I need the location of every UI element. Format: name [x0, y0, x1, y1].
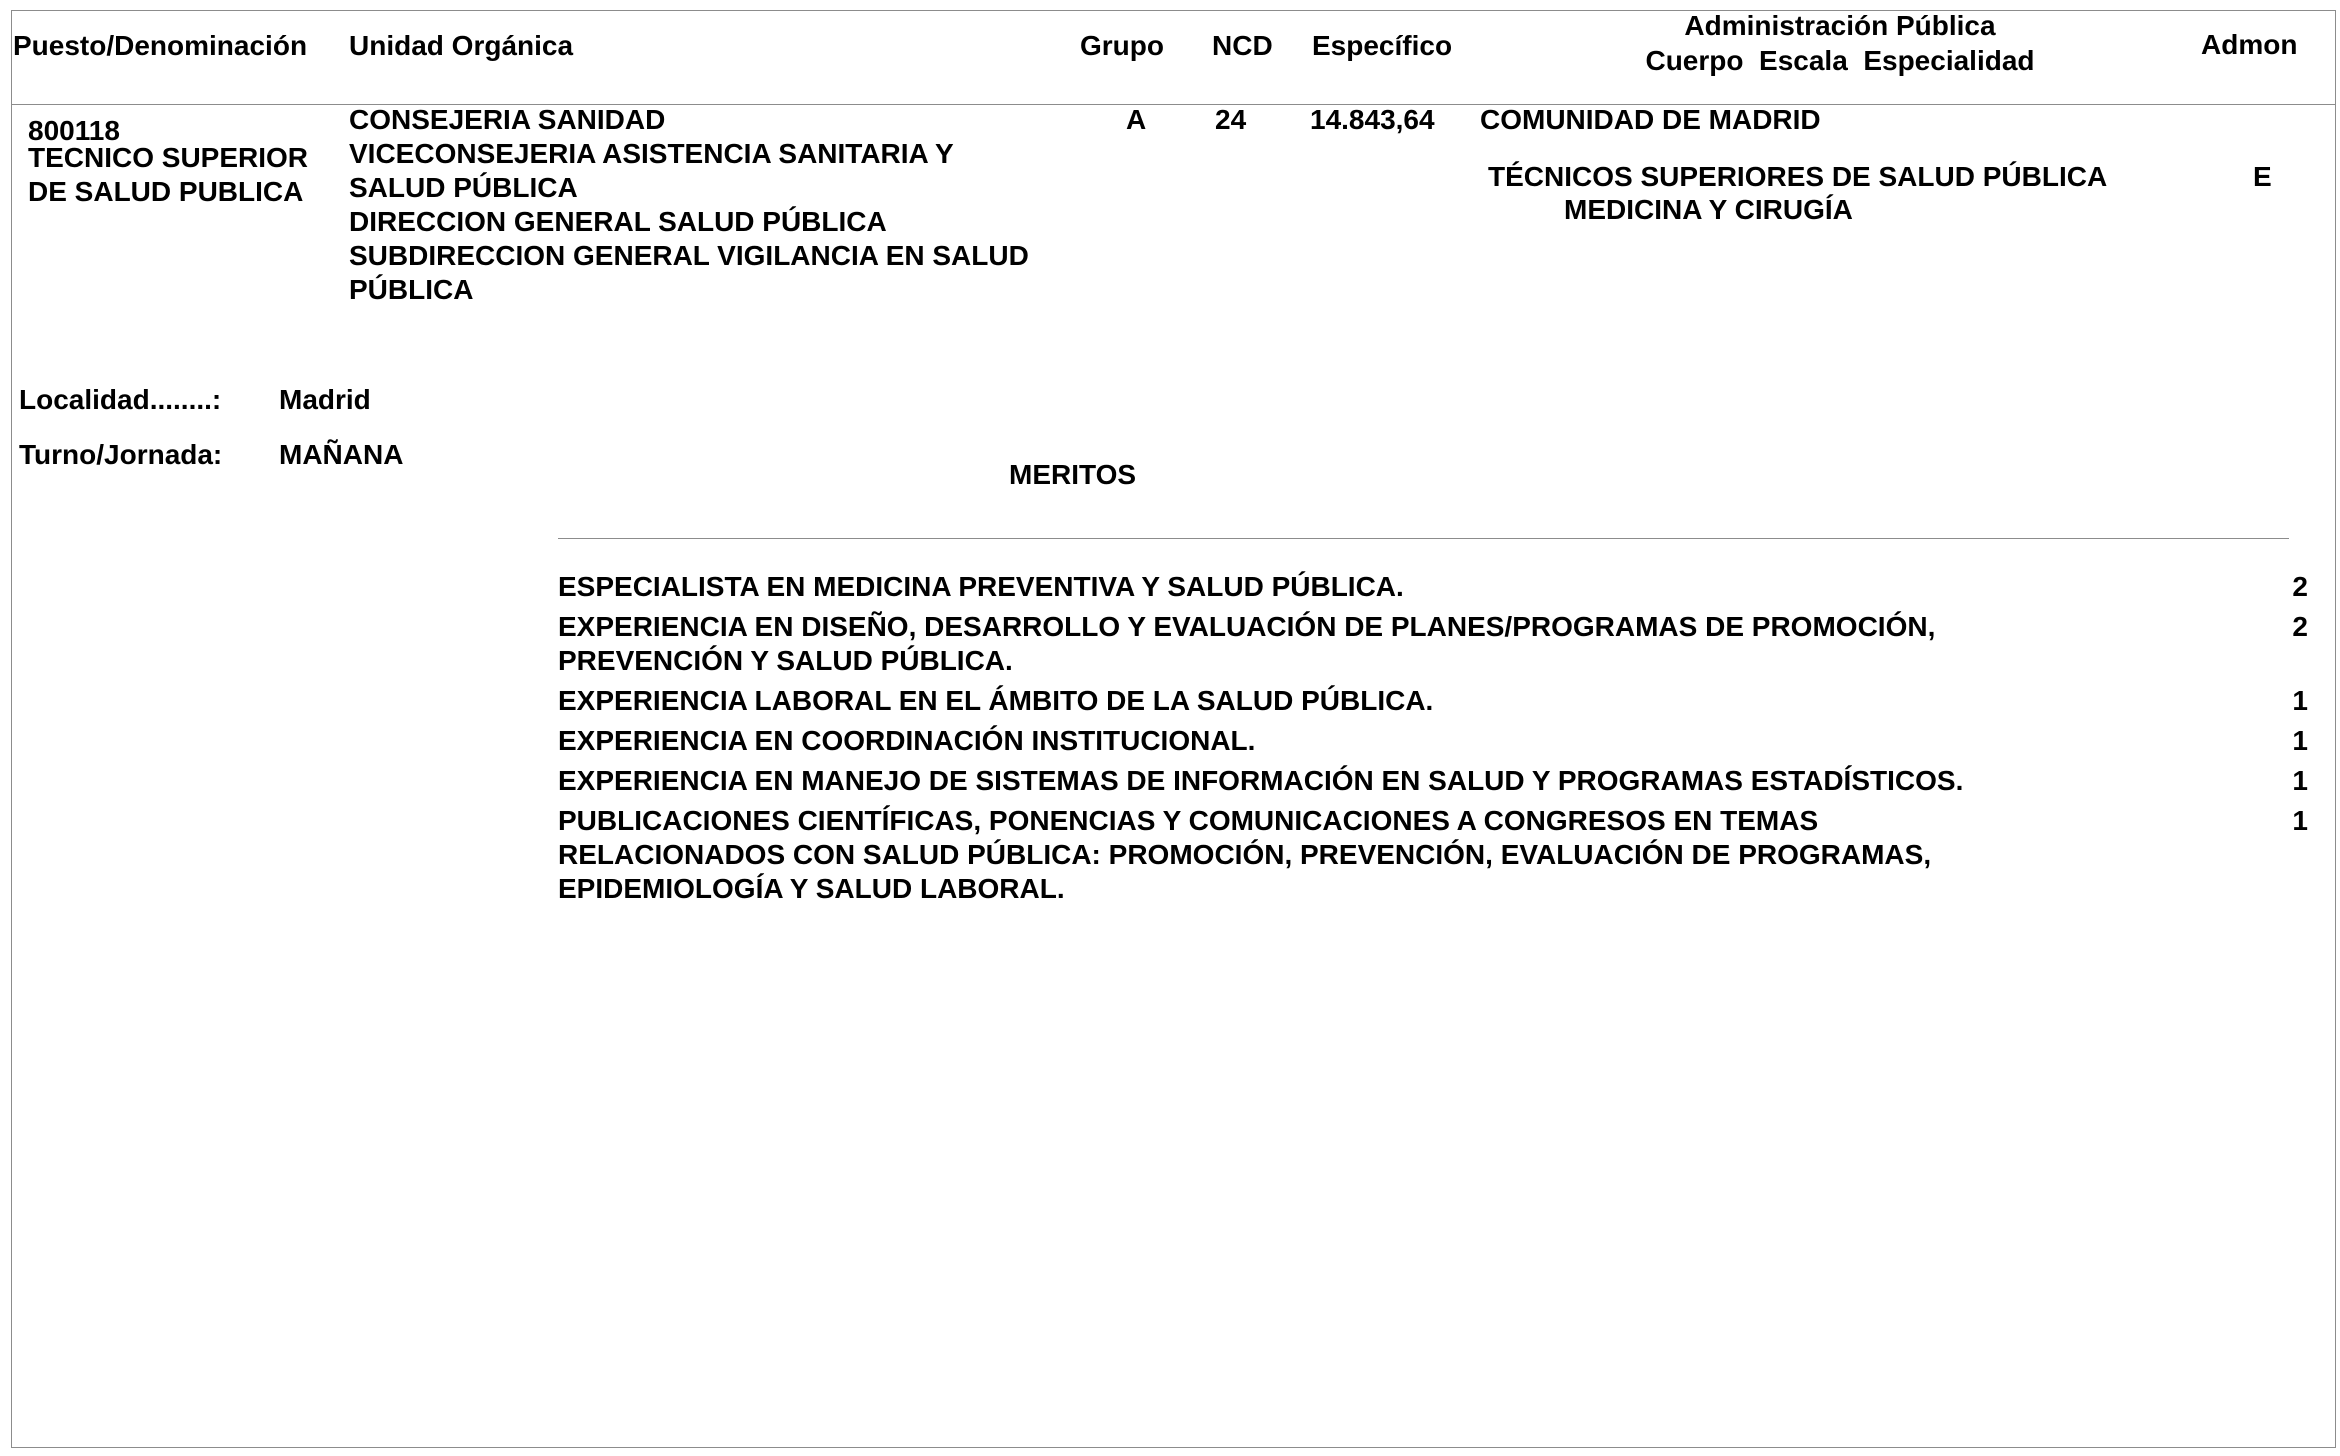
puesto-denominacion-line-2: DE SALUD PUBLICA	[28, 176, 304, 207]
merito-text: EXPERIENCIA EN MANEJO DE SISTEMAS DE INFORMACIÓN EN SALUD Y PROGRAMAS ESTADÍSTICOS.	[558, 765, 1964, 796]
meritos-title: MERITOS	[1009, 459, 1137, 490]
turno-label: Turno/Jornada:	[19, 439, 223, 470]
puesto-codigo: 800118	[28, 115, 120, 146]
merito-text: PUBLICACIONES CIENTÍFICAS, PONENCIAS Y COMUNICACIONES A CONGRESOS EN TEMAS RELACIONADOS CON SALUD PÚBLICA: PROMOCIÓN, PREVENCIÓN, EVALUACIÓN DE PROGRAMAS, EPIDEMIOLOGÍA Y SALUD LABORAL.	[558, 805, 1932, 904]
localidad-value: Madrid	[279, 384, 371, 415]
merito-points: 2	[2292, 571, 2308, 602]
merito-points: 1	[2292, 805, 2308, 836]
record-especialidad: MEDICINA Y CIRUGÍA	[1564, 194, 1853, 225]
unidad-line: PÚBLICA	[349, 274, 474, 305]
unidad-line: DIRECCION GENERAL SALUD PÚBLICA	[349, 206, 887, 237]
header-admon: Admon	[2201, 29, 2298, 60]
merito-points: 1	[2292, 725, 2308, 756]
header-grupo: Grupo	[1080, 30, 1164, 61]
merito-points: 1	[2292, 685, 2308, 716]
record-cuerpo: TÉCNICOS SUPERIORES DE SALUD PÚBLICA	[1488, 161, 2108, 192]
localidad-label: Localidad........:	[19, 384, 222, 415]
turno-value: MAÑANA	[279, 439, 404, 470]
unidad-line: CONSEJERIA SANIDAD	[349, 104, 666, 135]
merito-text: ESPECIALISTA EN MEDICINA PREVENTIVA Y SALUD PÚBLICA.	[558, 571, 1404, 602]
merito-text: EXPERIENCIA EN COORDINACIÓN INSTITUCIONAL.	[558, 725, 1256, 756]
header-unidad: Unidad Orgánica	[349, 30, 574, 61]
header-ncd: NCD	[1212, 30, 1273, 61]
record-especifico: 14.843,64	[1310, 104, 1435, 135]
meritos-divider	[558, 538, 2289, 539]
record-grupo: A	[1126, 104, 1147, 135]
unidad-line: SUBDIRECCION GENERAL VIGILANCIA EN SALUD	[349, 240, 1029, 271]
record-administracion: COMUNIDAD DE MADRID	[1480, 104, 1821, 135]
merito-points: 2	[2292, 611, 2308, 642]
unidad-line: SALUD PÚBLICA	[349, 172, 578, 203]
unidad-line: VICECONSEJERIA ASISTENCIA SANITARIA Y	[349, 138, 954, 169]
merito-points: 1	[2292, 765, 2308, 796]
header-puesto: Puesto/Denominación	[13, 30, 308, 61]
merito-text: EXPERIENCIA EN DISEÑO, DESARROLLO Y EVALUACIÓN DE PLANES/PROGRAMAS DE PROMOCIÓN, PREVENCIÓN Y SALUD PÚBLICA.	[558, 611, 1936, 676]
merito-text: EXPERIENCIA LABORAL EN EL ÁMBITO DE LA SALUD PÚBLICA.	[558, 685, 1434, 716]
record-ncd: 24	[1215, 104, 1247, 135]
header-administracion: Administración Pública	[1684, 10, 1996, 41]
header-cuerpo-escala: Cuerpo Escala Especialidad	[1645, 45, 2035, 76]
record-admon: E	[2253, 161, 2272, 192]
puesto-denominacion-line-1: TECNICO SUPERIOR	[28, 142, 309, 173]
header-especifico: Específico	[1312, 30, 1453, 61]
